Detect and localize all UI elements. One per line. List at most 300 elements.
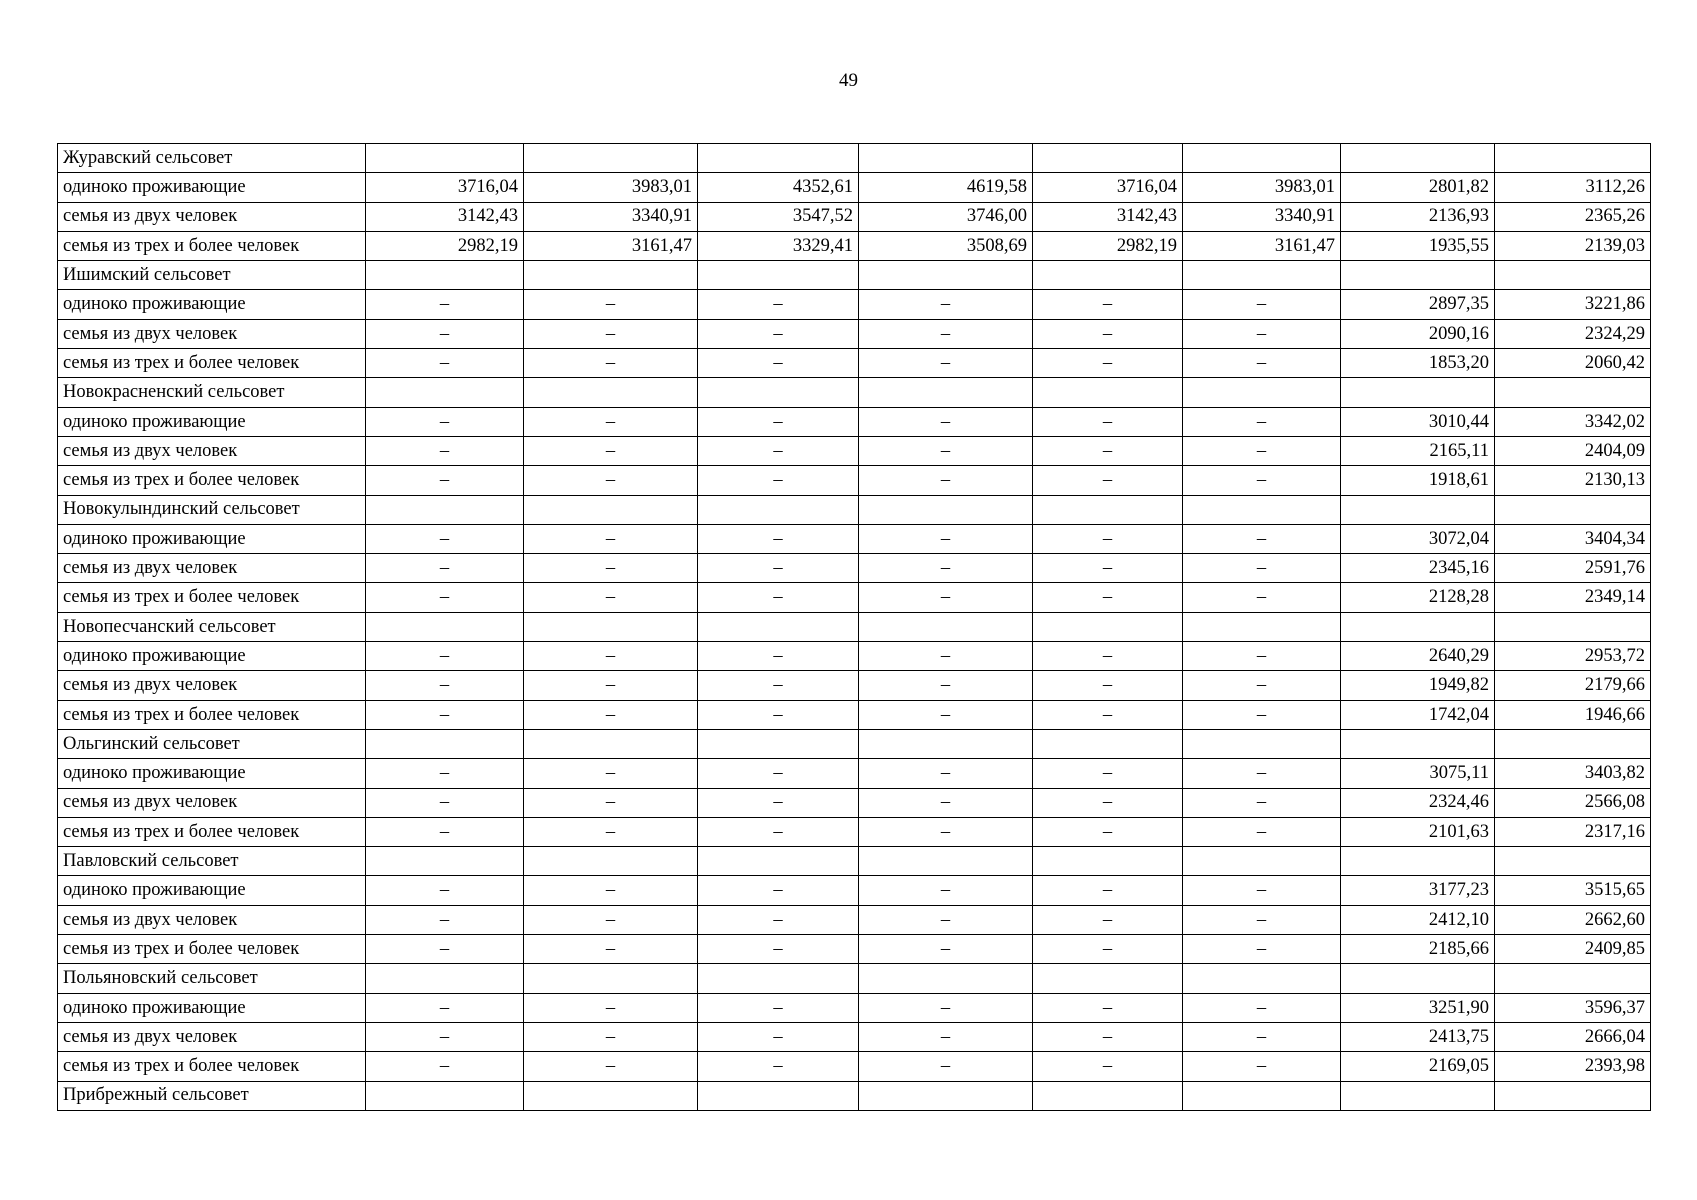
group-header-row (58, 612, 1651, 641)
empty-cell (524, 847, 698, 876)
empty-cell (698, 495, 859, 524)
value-cell: – (859, 759, 1033, 788)
empty-cell (1183, 495, 1341, 524)
table-row (58, 173, 1651, 202)
row-label: одиноко проживающие (58, 759, 366, 788)
value-cell: 3075,11 (1341, 759, 1495, 788)
empty-cell (524, 729, 698, 758)
empty-cell (1495, 378, 1651, 407)
row-label: семья из двух человек (58, 671, 366, 700)
value-cell: – (698, 583, 859, 612)
row-label: семья из трех и более человек (58, 349, 366, 378)
value-cell: 3983,01 (524, 173, 698, 202)
value-cell: 1935,55 (1341, 231, 1495, 260)
value-cell: 3340,91 (1183, 202, 1341, 231)
table-row (58, 935, 1651, 964)
value-cell: – (698, 788, 859, 817)
value-cell: – (524, 993, 698, 1022)
empty-cell (524, 964, 698, 993)
row-label: семья из двух человек (58, 319, 366, 348)
row-label: одиноко проживающие (58, 173, 366, 202)
value-cell: 1949,82 (1341, 671, 1495, 700)
value-cell: – (366, 349, 524, 378)
value-cell: 3221,86 (1495, 290, 1651, 319)
value-cell: 2801,82 (1341, 173, 1495, 202)
group-header-row (58, 729, 1651, 758)
value-cell: – (1183, 407, 1341, 436)
value-cell: – (366, 554, 524, 583)
table-row (58, 466, 1651, 495)
value-cell: – (698, 817, 859, 846)
value-cell: 2982,19 (1033, 231, 1183, 260)
value-cell: 2897,35 (1341, 290, 1495, 319)
value-cell: – (698, 876, 859, 905)
empty-cell (698, 612, 859, 641)
empty-cell (366, 729, 524, 758)
empty-cell (1495, 612, 1651, 641)
row-label: семья из двух человек (58, 905, 366, 934)
value-cell: – (859, 319, 1033, 348)
value-cell: – (366, 700, 524, 729)
empty-cell (698, 144, 859, 173)
value-cell: 3983,01 (1183, 173, 1341, 202)
value-cell: 2413,75 (1341, 1022, 1495, 1051)
value-cell: – (698, 290, 859, 319)
value-cell: – (859, 583, 1033, 612)
value-cell: 2404,09 (1495, 436, 1651, 465)
empty-cell (1341, 261, 1495, 290)
value-cell: – (366, 817, 524, 846)
value-cell: – (524, 700, 698, 729)
empty-cell (1341, 495, 1495, 524)
value-cell: 2591,76 (1495, 554, 1651, 583)
value-cell: – (1033, 436, 1183, 465)
page-number: 49 (839, 70, 858, 91)
row-label: семья из трех и более человек (58, 700, 366, 729)
group-name: Новокулындинский сельсовет (58, 495, 366, 524)
table-row (58, 700, 1651, 729)
empty-cell (366, 612, 524, 641)
value-cell: 3161,47 (524, 231, 698, 260)
empty-cell (1495, 847, 1651, 876)
empty-cell (859, 378, 1033, 407)
value-cell: – (366, 935, 524, 964)
value-cell: – (524, 290, 698, 319)
table-row (58, 817, 1651, 846)
row-label: семья из трех и более человек (58, 935, 366, 964)
value-cell: 3329,41 (698, 231, 859, 260)
value-cell: – (366, 407, 524, 436)
empty-cell (524, 378, 698, 407)
empty-cell (698, 261, 859, 290)
value-cell: – (524, 436, 698, 465)
value-cell: – (524, 759, 698, 788)
empty-cell (1495, 261, 1651, 290)
value-cell: 3142,43 (1033, 202, 1183, 231)
empty-cell (1495, 729, 1651, 758)
value-cell: – (366, 905, 524, 934)
row-label: семья из трех и более человек (58, 231, 366, 260)
value-cell: – (698, 349, 859, 378)
group-name: Павловский сельсовет (58, 847, 366, 876)
value-cell: – (1033, 319, 1183, 348)
empty-cell (698, 1081, 859, 1110)
value-cell: 2365,26 (1495, 202, 1651, 231)
value-cell: – (698, 466, 859, 495)
empty-cell (1495, 495, 1651, 524)
value-cell: – (1033, 759, 1183, 788)
empty-cell (1033, 261, 1183, 290)
row-label: одиноко проживающие (58, 524, 366, 553)
table-row (58, 202, 1651, 231)
empty-cell (366, 964, 524, 993)
empty-cell (1495, 964, 1651, 993)
row-label: семья из двух человек (58, 436, 366, 465)
value-cell: – (1033, 876, 1183, 905)
value-cell: 3404,34 (1495, 524, 1651, 553)
group-header-row (58, 144, 1651, 173)
value-cell: 3342,02 (1495, 407, 1651, 436)
value-cell: – (524, 935, 698, 964)
value-cell: – (1183, 524, 1341, 553)
value-cell: – (1183, 436, 1341, 465)
value-cell: – (1033, 349, 1183, 378)
value-cell: 2185,66 (1341, 935, 1495, 964)
empty-cell (366, 847, 524, 876)
value-cell: 2982,19 (366, 231, 524, 260)
empty-cell (524, 1081, 698, 1110)
table-row (58, 905, 1651, 934)
value-cell: – (366, 583, 524, 612)
value-cell: – (859, 1052, 1033, 1081)
table-row (58, 671, 1651, 700)
value-cell: 2324,29 (1495, 319, 1651, 348)
value-cell: – (1033, 993, 1183, 1022)
value-cell: – (1183, 642, 1341, 671)
empty-cell (1495, 1081, 1651, 1110)
empty-cell (1183, 729, 1341, 758)
value-cell: – (1183, 905, 1341, 934)
value-cell: – (859, 700, 1033, 729)
value-cell: – (1033, 935, 1183, 964)
value-cell: 3112,26 (1495, 173, 1651, 202)
value-cell: – (1183, 788, 1341, 817)
value-cell: – (524, 905, 698, 934)
table-row (58, 642, 1651, 671)
value-cell: – (524, 554, 698, 583)
empty-cell (1341, 964, 1495, 993)
row-label: семья из трех и более человек (58, 817, 366, 846)
value-cell: – (698, 935, 859, 964)
table-row (58, 993, 1651, 1022)
empty-cell (1033, 144, 1183, 173)
value-cell: – (366, 876, 524, 905)
value-cell: 3515,65 (1495, 876, 1651, 905)
value-cell: 3596,37 (1495, 993, 1651, 1022)
value-cell: – (1183, 1052, 1341, 1081)
value-cell: 2165,11 (1341, 436, 1495, 465)
value-cell: – (524, 1022, 698, 1051)
value-cell: – (524, 788, 698, 817)
value-cell: – (1183, 349, 1341, 378)
value-cell: 3547,52 (698, 202, 859, 231)
value-cell: 2179,66 (1495, 671, 1651, 700)
empty-cell (859, 261, 1033, 290)
value-cell: 3340,91 (524, 202, 698, 231)
value-cell: 2412,10 (1341, 905, 1495, 934)
value-cell: 3177,23 (1341, 876, 1495, 905)
value-cell: 3403,82 (1495, 759, 1651, 788)
value-cell: 1853,20 (1341, 349, 1495, 378)
value-cell: – (698, 671, 859, 700)
value-cell: – (1183, 554, 1341, 583)
value-cell: – (859, 671, 1033, 700)
empty-cell (1183, 964, 1341, 993)
row-label: одиноко проживающие (58, 290, 366, 319)
value-cell: – (859, 524, 1033, 553)
empty-cell (366, 1081, 524, 1110)
value-cell: 2393,98 (1495, 1052, 1651, 1081)
row-label: одиноко проживающие (58, 642, 366, 671)
value-cell: – (1033, 642, 1183, 671)
row-label: семья из двух человек (58, 554, 366, 583)
value-cell: – (1183, 935, 1341, 964)
value-cell: – (859, 905, 1033, 934)
value-cell: – (366, 1052, 524, 1081)
value-cell: – (1183, 466, 1341, 495)
value-cell: – (698, 642, 859, 671)
empty-cell (366, 378, 524, 407)
value-cell: – (524, 671, 698, 700)
empty-cell (1183, 378, 1341, 407)
table-row (58, 407, 1651, 436)
value-cell: – (1183, 1022, 1341, 1051)
empty-cell (366, 495, 524, 524)
value-cell: 2130,13 (1495, 466, 1651, 495)
empty-cell (859, 495, 1033, 524)
value-cell: – (1033, 700, 1183, 729)
value-cell: 3746,00 (859, 202, 1033, 231)
group-header-row (58, 495, 1651, 524)
value-cell: – (366, 671, 524, 700)
value-cell: – (1183, 876, 1341, 905)
value-cell: – (1183, 290, 1341, 319)
empty-cell (1341, 729, 1495, 758)
value-cell: – (524, 642, 698, 671)
table-row (58, 290, 1651, 319)
value-cell: 3142,43 (366, 202, 524, 231)
empty-cell (1183, 1081, 1341, 1110)
value-cell: 1918,61 (1341, 466, 1495, 495)
value-cell: – (1183, 319, 1341, 348)
value-cell: – (524, 524, 698, 553)
empty-cell (859, 964, 1033, 993)
empty-cell (698, 729, 859, 758)
value-cell: 3072,04 (1341, 524, 1495, 553)
value-cell: – (698, 524, 859, 553)
value-cell: – (859, 290, 1033, 319)
value-cell: 1742,04 (1341, 700, 1495, 729)
empty-cell (698, 964, 859, 993)
value-cell: – (366, 319, 524, 348)
value-cell: – (524, 407, 698, 436)
group-name: Польяновский сельсовет (58, 964, 366, 993)
row-label: семья из трех и более человек (58, 466, 366, 495)
value-cell: 4619,58 (859, 173, 1033, 202)
value-cell: – (859, 466, 1033, 495)
value-cell: – (1033, 817, 1183, 846)
value-cell: – (366, 993, 524, 1022)
empty-cell (1341, 847, 1495, 876)
value-cell: – (524, 466, 698, 495)
row-label: семья из трех и более человек (58, 1052, 366, 1081)
value-cell: – (366, 290, 524, 319)
empty-cell (1033, 378, 1183, 407)
value-cell: – (859, 993, 1033, 1022)
empty-cell (1033, 1081, 1183, 1110)
table-row (58, 554, 1651, 583)
row-label: одиноко проживающие (58, 876, 366, 905)
table-row (58, 1052, 1651, 1081)
value-cell: 3251,90 (1341, 993, 1495, 1022)
value-cell: 2345,16 (1341, 554, 1495, 583)
value-cell: – (1033, 1052, 1183, 1081)
empty-cell (1341, 378, 1495, 407)
value-cell: – (698, 1052, 859, 1081)
tariff-table (57, 143, 1651, 1111)
value-cell: – (859, 935, 1033, 964)
value-cell: 2317,16 (1495, 817, 1651, 846)
group-name: Прибрежный сельсовет (58, 1081, 366, 1110)
value-cell: – (1183, 993, 1341, 1022)
group-name: Ишимский сельсовет (58, 261, 366, 290)
empty-cell (1033, 729, 1183, 758)
value-cell: – (1183, 583, 1341, 612)
table-row (58, 319, 1651, 348)
empty-cell (1183, 261, 1341, 290)
value-cell: – (698, 319, 859, 348)
table-row (58, 436, 1651, 465)
value-cell: – (366, 436, 524, 465)
group-name: Новокрасненский сельсовет (58, 378, 366, 407)
table-row (58, 788, 1651, 817)
value-cell: 2128,28 (1341, 583, 1495, 612)
value-cell: – (698, 759, 859, 788)
value-cell: – (1033, 466, 1183, 495)
value-cell: – (366, 759, 524, 788)
empty-cell (859, 612, 1033, 641)
value-cell: 1946,66 (1495, 700, 1651, 729)
empty-cell (1033, 612, 1183, 641)
value-cell: – (1033, 554, 1183, 583)
value-cell: 2953,72 (1495, 642, 1651, 671)
empty-cell (366, 261, 524, 290)
empty-cell (698, 378, 859, 407)
empty-cell (524, 612, 698, 641)
value-cell: – (524, 1052, 698, 1081)
value-cell: – (1183, 671, 1341, 700)
value-cell: – (859, 876, 1033, 905)
value-cell: – (366, 524, 524, 553)
group-name: Журавский сельсовет (58, 144, 366, 173)
empty-cell (1183, 847, 1341, 876)
empty-cell (1033, 847, 1183, 876)
empty-cell (1033, 495, 1183, 524)
table-row (58, 583, 1651, 612)
value-cell: – (698, 700, 859, 729)
value-cell: – (698, 407, 859, 436)
empty-cell (1183, 612, 1341, 641)
row-label: семья из двух человек (58, 202, 366, 231)
value-cell: – (1033, 583, 1183, 612)
value-cell: – (698, 1022, 859, 1051)
empty-cell (698, 847, 859, 876)
value-cell: 3508,69 (859, 231, 1033, 260)
value-cell: 2139,03 (1495, 231, 1651, 260)
value-cell: 2662,60 (1495, 905, 1651, 934)
value-cell: 2136,93 (1341, 202, 1495, 231)
group-header-row (58, 847, 1651, 876)
value-cell: – (1183, 817, 1341, 846)
value-cell: – (698, 905, 859, 934)
value-cell: 2349,14 (1495, 583, 1651, 612)
row-label: семья из двух человек (58, 1022, 366, 1051)
value-cell: 2101,63 (1341, 817, 1495, 846)
empty-cell (1341, 1081, 1495, 1110)
value-cell: 2324,46 (1341, 788, 1495, 817)
row-label: одиноко проживающие (58, 407, 366, 436)
empty-cell (1341, 144, 1495, 173)
value-cell: – (859, 407, 1033, 436)
value-cell: 3010,44 (1341, 407, 1495, 436)
value-cell: – (698, 993, 859, 1022)
value-cell: – (1033, 788, 1183, 817)
value-cell: – (1033, 1022, 1183, 1051)
value-cell: 3161,47 (1183, 231, 1341, 260)
value-cell: – (698, 554, 859, 583)
value-cell: 3716,04 (1033, 173, 1183, 202)
value-cell: – (366, 1022, 524, 1051)
row-label: семья из трех и более человек (58, 583, 366, 612)
value-cell: – (859, 1022, 1033, 1051)
table-row (58, 759, 1651, 788)
value-cell: 2169,05 (1341, 1052, 1495, 1081)
value-cell: – (859, 642, 1033, 671)
empty-cell (859, 847, 1033, 876)
value-cell: – (524, 319, 698, 348)
table-row (58, 524, 1651, 553)
value-cell: – (1033, 905, 1183, 934)
value-cell: – (698, 436, 859, 465)
value-cell: 2060,42 (1495, 349, 1651, 378)
value-cell: 2566,08 (1495, 788, 1651, 817)
value-cell: 2666,04 (1495, 1022, 1651, 1051)
group-header-row (58, 261, 1651, 290)
value-cell: – (1033, 524, 1183, 553)
value-cell: – (366, 642, 524, 671)
value-cell: – (524, 876, 698, 905)
value-cell: – (859, 554, 1033, 583)
empty-cell (1183, 144, 1341, 173)
value-cell: – (1033, 407, 1183, 436)
value-cell: – (366, 466, 524, 495)
group-name: Новопесчанский сельсовет (58, 612, 366, 641)
value-cell: 3716,04 (366, 173, 524, 202)
empty-cell (1341, 612, 1495, 641)
value-cell: 2640,29 (1341, 642, 1495, 671)
empty-cell (859, 1081, 1033, 1110)
value-cell: – (859, 349, 1033, 378)
